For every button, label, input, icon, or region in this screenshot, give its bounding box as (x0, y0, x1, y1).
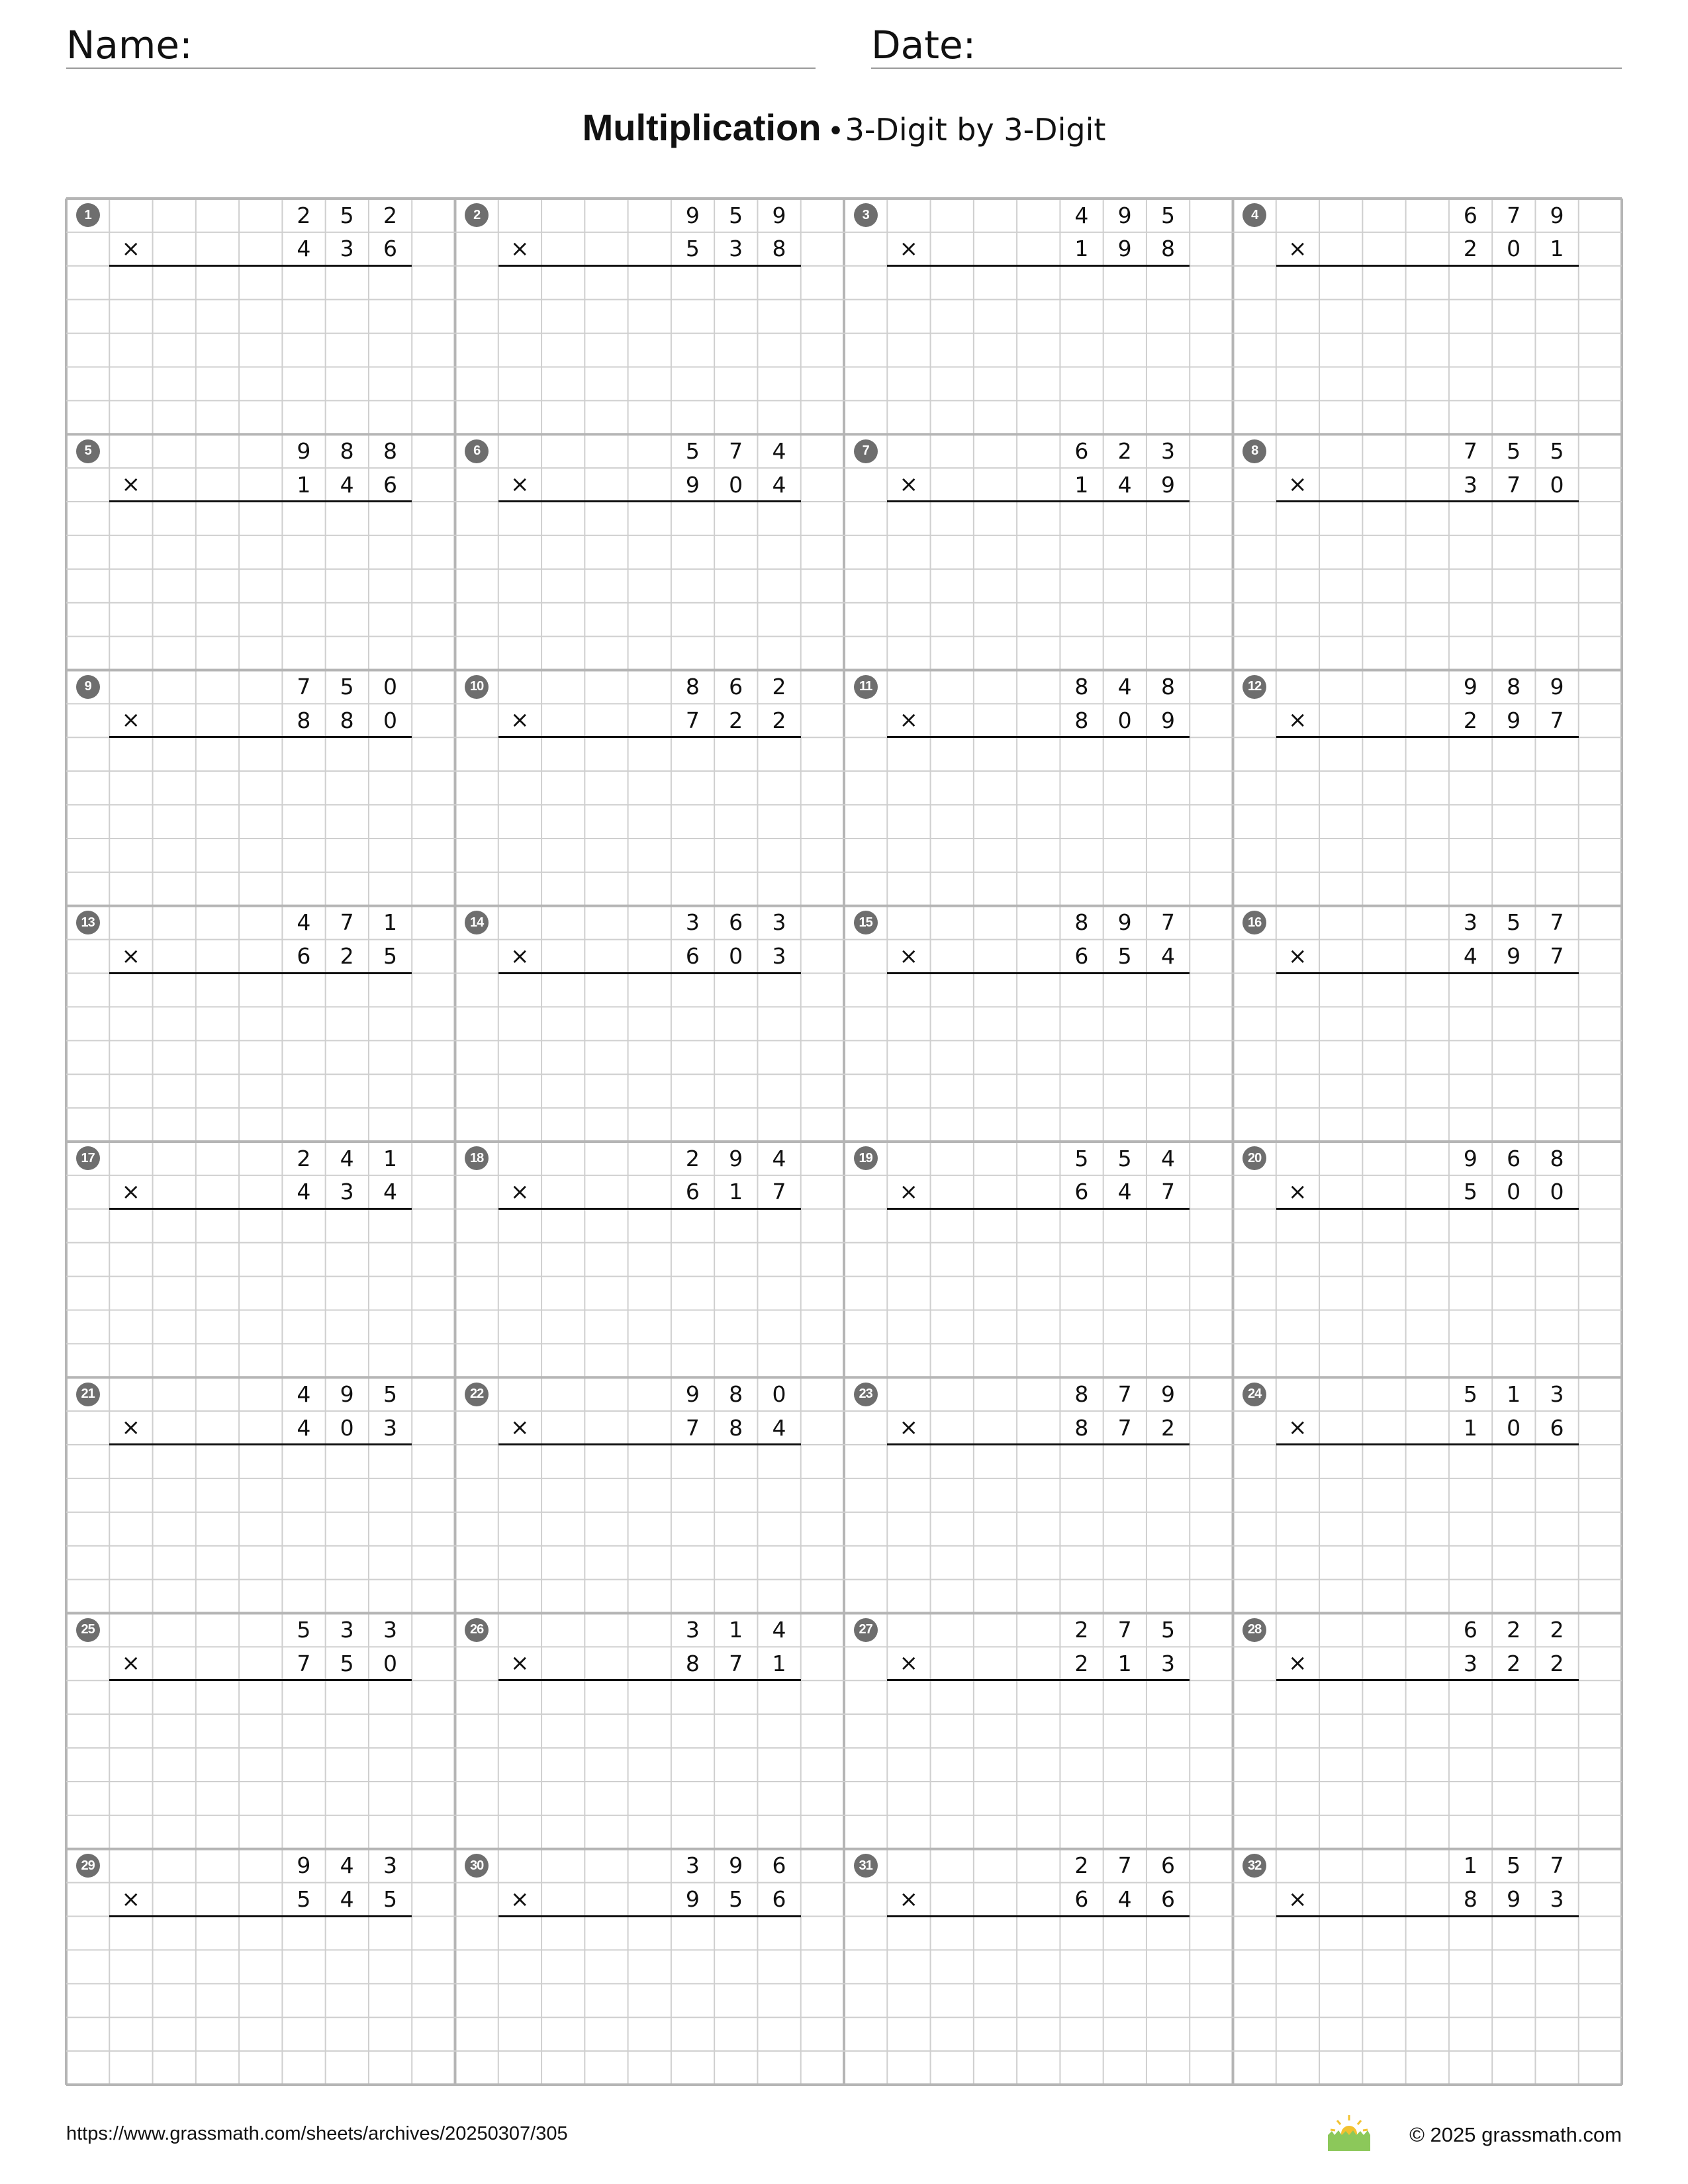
top-digit: 9 (297, 437, 311, 464)
bottom-digit: 1 (1117, 1650, 1132, 1676)
bottom-digit: 9 (685, 471, 700, 498)
bottom-digit: 8 (1463, 1886, 1477, 1913)
bottom-digit: 6 (383, 236, 397, 262)
answer-line (1276, 1208, 1579, 1210)
top-digit: 1 (1507, 1381, 1521, 1407)
top-digit: 5 (1117, 1145, 1132, 1171)
bottom-digit: 8 (729, 1414, 743, 1441)
bottom-digit: 9 (685, 1886, 700, 1913)
bottom-digit: 2 (1074, 1650, 1089, 1676)
top-digit: 7 (297, 674, 311, 700)
times-sign: × (1288, 1886, 1307, 1913)
top-digit: 7 (1550, 1852, 1564, 1879)
bottom-digit: 4 (340, 1886, 354, 1913)
bottom-digit: 7 (1550, 943, 1564, 970)
top-digit: 4 (1074, 202, 1089, 228)
bottom-digit: 9 (1160, 471, 1175, 498)
top-digit: 6 (1463, 1617, 1477, 1643)
times-sign: × (899, 707, 919, 734)
answer-line (498, 265, 801, 267)
top-digit: 9 (685, 202, 700, 228)
problem-number-badge: 30 (465, 1854, 489, 1878)
title-separator: • (830, 113, 841, 147)
top-digit: 9 (1463, 674, 1477, 700)
answer-line (109, 1679, 412, 1681)
footer-copyright: © 2025 grassmath.com (1409, 2123, 1622, 2146)
bottom-digit: 6 (772, 1886, 786, 1913)
bottom-digit: 0 (1550, 1179, 1564, 1205)
answer-line (887, 1443, 1190, 1445)
bottom-digit: 2 (1463, 236, 1477, 262)
top-digit: 4 (772, 1145, 786, 1171)
bottom-digit: 8 (685, 1650, 700, 1676)
times-sign: × (899, 1886, 919, 1913)
top-digit: 7 (1463, 437, 1477, 464)
top-digit: 2 (297, 202, 311, 228)
sun-over-grass-icon (1325, 2113, 1373, 2152)
top-digit: 7 (1160, 909, 1175, 936)
top-digit: 2 (772, 674, 786, 700)
top-digit: 5 (1074, 1145, 1089, 1171)
top-digit: 7 (1117, 1852, 1132, 1879)
bottom-digit: 2 (340, 943, 354, 970)
footer-url: https://www.grassmath.com/sheets/archives/20250307/305 (66, 2123, 568, 2144)
bottom-digit: 1 (297, 471, 311, 498)
times-sign: × (510, 942, 530, 970)
bottom-digit: 3 (1160, 1650, 1175, 1676)
top-digit: 4 (772, 1617, 786, 1643)
bottom-digit: 8 (772, 236, 786, 262)
bottom-digit: 1 (1550, 236, 1564, 262)
bottom-digit: 0 (383, 707, 397, 733)
problem-number-badge: 23 (854, 1383, 878, 1406)
bottom-digit: 6 (685, 943, 700, 970)
top-digit: 9 (1550, 202, 1564, 228)
top-digit: 5 (1463, 1381, 1477, 1407)
bottom-digit: 7 (1507, 471, 1521, 498)
bottom-digit: 9 (1507, 1886, 1521, 1913)
top-digit: 5 (1550, 437, 1564, 464)
top-digit: 5 (1160, 202, 1175, 228)
answer-line (498, 1443, 801, 1445)
top-digit: 8 (1160, 674, 1175, 700)
top-digit: 5 (1160, 1617, 1175, 1643)
top-digit: 5 (729, 202, 743, 228)
top-digit: 4 (1117, 674, 1132, 700)
bottom-digit: 4 (383, 1179, 397, 1205)
bottom-digit: 3 (772, 943, 786, 970)
problem-number-badge: 9 (76, 675, 100, 699)
top-digit: 1 (729, 1617, 743, 1643)
problem-number-badge: 32 (1243, 1854, 1266, 1878)
bottom-digit: 3 (1550, 1886, 1564, 1913)
bottom-digit: 0 (1507, 1179, 1521, 1205)
top-digit: 7 (340, 909, 354, 936)
answer-line (1276, 1443, 1579, 1445)
top-digit: 1 (383, 1145, 397, 1171)
bottom-digit: 7 (297, 1650, 311, 1676)
top-digit: 4 (772, 437, 786, 464)
problem-number-badge: 24 (1243, 1383, 1266, 1406)
bottom-digit: 2 (1507, 1650, 1521, 1676)
bottom-digit: 6 (1074, 1886, 1089, 1913)
top-digit: 8 (340, 437, 354, 464)
bottom-digit: 4 (772, 1414, 786, 1441)
top-digit: 4 (297, 909, 311, 936)
answer-line (109, 736, 412, 738)
problem-number-badge: 17 (76, 1146, 100, 1170)
times-sign: × (1288, 942, 1307, 970)
top-digit: 0 (772, 1381, 786, 1407)
bottom-digit: 4 (340, 471, 354, 498)
top-digit: 9 (685, 1381, 700, 1407)
bottom-digit: 8 (1074, 1414, 1089, 1441)
top-digit: 9 (1160, 1381, 1175, 1407)
problem-number-badge: 12 (1243, 675, 1266, 699)
top-digit: 5 (685, 437, 700, 464)
problem-number-badge: 3 (854, 203, 878, 227)
top-digit: 3 (383, 1617, 397, 1643)
bottom-digit: 4 (1117, 471, 1132, 498)
answer-line (109, 1443, 412, 1445)
top-digit: 9 (729, 1145, 743, 1171)
top-digit: 9 (340, 1381, 354, 1407)
bottom-digit: 2 (1550, 1650, 1564, 1676)
bottom-digit: 6 (1160, 1886, 1175, 1913)
times-sign: × (121, 1414, 141, 1441)
top-digit: 7 (1550, 909, 1564, 936)
top-digit: 7 (1507, 202, 1521, 228)
bottom-digit: 5 (1463, 1179, 1477, 1205)
top-digit: 6 (729, 909, 743, 936)
date-label: Date: (871, 23, 976, 68)
problem-number-badge: 1 (76, 203, 100, 227)
answer-line (1276, 972, 1579, 974)
top-digit: 2 (1550, 1617, 1564, 1643)
problem-number-badge: 20 (1243, 1146, 1266, 1170)
top-digit: 9 (1117, 909, 1132, 936)
times-sign: × (899, 1650, 919, 1677)
problem-number-badge: 19 (854, 1146, 878, 1170)
top-digit: 4 (340, 1852, 354, 1879)
times-sign: × (1288, 471, 1307, 498)
top-digit: 6 (1074, 437, 1089, 464)
times-sign: × (899, 471, 919, 498)
top-digit: 2 (1074, 1852, 1089, 1879)
bottom-digit: 3 (1463, 471, 1477, 498)
top-digit: 5 (340, 674, 354, 700)
answer-line (109, 1915, 412, 1917)
top-digit: 9 (1117, 202, 1132, 228)
bottom-digit: 7 (685, 1414, 700, 1441)
bottom-digit: 3 (1463, 1650, 1477, 1676)
problem-number-badge: 22 (465, 1383, 489, 1406)
bottom-digit: 8 (1160, 236, 1175, 262)
problem-number-badge: 10 (465, 675, 489, 699)
problem-number-badge: 4 (1243, 203, 1266, 227)
bottom-digit: 0 (1117, 707, 1132, 733)
bottom-digit: 6 (297, 943, 311, 970)
times-sign: × (899, 235, 919, 262)
problem-number-badge: 25 (76, 1618, 100, 1642)
answer-line (109, 265, 412, 267)
bottom-digit: 3 (340, 1179, 354, 1205)
top-digit: 3 (383, 1852, 397, 1879)
bottom-digit: 3 (729, 236, 743, 262)
times-sign: × (510, 1886, 530, 1913)
bottom-digit: 9 (1160, 707, 1175, 733)
times-sign: × (121, 235, 141, 262)
problem-number-badge: 5 (76, 439, 100, 463)
bottom-digit: 6 (1550, 1414, 1564, 1441)
top-digit: 9 (729, 1852, 743, 1879)
top-digit: 9 (297, 1852, 311, 1879)
bottom-digit: 0 (383, 1650, 397, 1676)
bottom-digit: 0 (340, 1414, 354, 1441)
top-digit: 8 (1074, 1381, 1089, 1407)
times-sign: × (510, 235, 530, 262)
problem-number-badge: 6 (465, 439, 489, 463)
answer-line (887, 736, 1190, 738)
bottom-digit: 4 (1117, 1886, 1132, 1913)
problem-number-badge: 7 (854, 439, 878, 463)
bottom-digit: 4 (772, 471, 786, 498)
top-digit: 9 (1550, 674, 1564, 700)
answer-line (887, 1679, 1190, 1681)
bottom-digit: 1 (1074, 236, 1089, 262)
bottom-digit: 4 (297, 1414, 311, 1441)
answer-line (1276, 1679, 1579, 1681)
bottom-digit: 1 (772, 1650, 786, 1676)
problem-number-badge: 21 (76, 1383, 100, 1406)
top-digit: 2 (297, 1145, 311, 1171)
bottom-digit: 0 (729, 471, 743, 498)
top-digit: 7 (729, 437, 743, 464)
answer-line (887, 972, 1190, 974)
answer-line (498, 1679, 801, 1681)
bottom-digit: 5 (729, 1886, 743, 1913)
top-digit: 0 (383, 674, 397, 700)
top-digit: 3 (1160, 437, 1175, 464)
top-digit: 9 (772, 202, 786, 228)
times-sign: × (510, 707, 530, 734)
top-digit: 5 (1507, 909, 1521, 936)
bottom-digit: 9 (1117, 236, 1132, 262)
problem-number-badge: 13 (76, 911, 100, 934)
top-digit: 8 (685, 674, 700, 700)
bottom-digit: 5 (297, 1886, 311, 1913)
top-digit: 5 (1507, 437, 1521, 464)
bottom-digit: 7 (772, 1179, 786, 1205)
bottom-digit: 3 (340, 236, 354, 262)
top-digit: 2 (1117, 437, 1132, 464)
bottom-digit: 9 (1507, 707, 1521, 733)
bottom-digit: 5 (383, 1886, 397, 1913)
bottom-digit: 5 (685, 236, 700, 262)
top-digit: 8 (1074, 909, 1089, 936)
problem-number-badge: 29 (76, 1854, 100, 1878)
bottom-digit: 0 (1507, 1414, 1521, 1441)
bottom-digit: 4 (297, 1179, 311, 1205)
problem-number-badge: 2 (465, 203, 489, 227)
name-label: Name: (66, 23, 193, 68)
bottom-digit: 5 (383, 943, 397, 970)
bottom-digit: 1 (729, 1179, 743, 1205)
bottom-digit: 0 (729, 943, 743, 970)
answer-line (1276, 736, 1579, 738)
top-digit: 8 (1507, 674, 1521, 700)
top-digit: 9 (1463, 1145, 1477, 1171)
problem-number-badge: 16 (1243, 911, 1266, 934)
top-digit: 3 (1550, 1381, 1564, 1407)
top-digit: 2 (1074, 1617, 1089, 1643)
times-sign: × (1288, 1414, 1307, 1441)
problem-number-badge: 8 (1243, 439, 1266, 463)
problem-number-badge: 31 (854, 1854, 878, 1878)
top-digit: 6 (1507, 1145, 1521, 1171)
bottom-digit: 7 (1160, 1179, 1175, 1205)
bottom-digit: 6 (685, 1179, 700, 1205)
answer-line (1276, 1915, 1579, 1917)
bottom-digit: 5 (340, 1650, 354, 1676)
bottom-digit: 6 (1074, 1179, 1089, 1205)
top-digit: 3 (1463, 909, 1477, 936)
answer-line (887, 1208, 1190, 1210)
answer-line (498, 972, 801, 974)
answer-line (109, 500, 412, 502)
bottom-digit: 2 (1160, 1414, 1175, 1441)
top-digit: 4 (297, 1381, 311, 1407)
bottom-digit: 7 (1550, 707, 1564, 733)
top-digit: 3 (772, 909, 786, 936)
times-sign: × (1288, 1650, 1307, 1677)
top-digit: 6 (1160, 1852, 1175, 1879)
top-digit: 5 (383, 1381, 397, 1407)
bottom-digit: 6 (1074, 943, 1089, 970)
times-sign: × (1288, 1178, 1307, 1205)
problem-number-badge: 11 (854, 675, 878, 699)
top-digit: 4 (340, 1145, 354, 1171)
bottom-digit: 8 (297, 707, 311, 733)
top-digit: 5 (297, 1617, 311, 1643)
times-sign: × (121, 1178, 141, 1205)
times-sign: × (899, 1414, 919, 1441)
answer-line (887, 1915, 1190, 1917)
bottom-digit: 6 (383, 471, 397, 498)
top-digit: 8 (1550, 1145, 1564, 1171)
times-sign: × (121, 1886, 141, 1913)
problem-number-badge: 27 (854, 1618, 878, 1642)
times-sign: × (121, 1650, 141, 1677)
top-digit: 3 (685, 909, 700, 936)
top-digit: 2 (1507, 1617, 1521, 1643)
bottom-digit: 0 (1507, 236, 1521, 262)
times-sign: × (510, 1414, 530, 1441)
answer-line (109, 1208, 412, 1210)
title-subtitle: 3-Digit by 3-Digit (845, 112, 1106, 148)
top-digit: 8 (1074, 674, 1089, 700)
bottom-digit: 2 (772, 707, 786, 733)
top-digit: 2 (383, 202, 397, 228)
times-sign: × (899, 942, 919, 970)
answer-line (1276, 500, 1579, 502)
top-digit: 5 (1507, 1852, 1521, 1879)
top-digit: 5 (340, 202, 354, 228)
top-digit: 3 (685, 1852, 700, 1879)
answer-line (109, 972, 412, 974)
top-digit: 8 (383, 437, 397, 464)
times-sign: × (510, 1650, 530, 1677)
bottom-digit: 5 (1117, 943, 1132, 970)
problem-number-badge: 18 (465, 1146, 489, 1170)
top-digit: 2 (685, 1145, 700, 1171)
answer-line (498, 500, 801, 502)
times-sign: × (510, 471, 530, 498)
top-digit: 7 (1117, 1381, 1132, 1407)
top-digit: 8 (729, 1381, 743, 1407)
bottom-digit: 7 (1117, 1414, 1132, 1441)
times-sign: × (1288, 235, 1307, 262)
top-digit: 6 (729, 674, 743, 700)
top-digit: 3 (340, 1617, 354, 1643)
times-sign: × (121, 707, 141, 734)
top-digit: 7 (1117, 1617, 1132, 1643)
top-digit: 3 (685, 1617, 700, 1643)
bottom-digit: 1 (1463, 1414, 1477, 1441)
top-digit: 6 (1463, 202, 1477, 228)
bottom-digit: 4 (1463, 943, 1477, 970)
top-digit: 1 (1463, 1852, 1477, 1879)
times-sign: × (1288, 707, 1307, 734)
top-digit: 6 (772, 1852, 786, 1879)
bottom-digit: 4 (1117, 1179, 1132, 1205)
times-sign: × (899, 1178, 919, 1205)
answer-line (498, 1208, 801, 1210)
bottom-digit: 4 (297, 236, 311, 262)
problem-number-badge: 28 (1243, 1618, 1266, 1642)
bottom-digit: 9 (1507, 943, 1521, 970)
answer-line (498, 1915, 801, 1917)
title-main: Multiplication (582, 107, 821, 148)
bottom-digit: 3 (383, 1414, 397, 1441)
bottom-digit: 2 (729, 707, 743, 733)
times-sign: × (121, 471, 141, 498)
answer-line (887, 500, 1190, 502)
times-sign: × (510, 1178, 530, 1205)
answer-line (887, 265, 1190, 267)
bottom-digit: 7 (729, 1650, 743, 1676)
bottom-digit: 8 (340, 707, 354, 733)
answer-line (1276, 265, 1579, 267)
problem-number-badge: 15 (854, 911, 878, 934)
bottom-digit: 0 (1550, 471, 1564, 498)
times-sign: × (121, 942, 141, 970)
problem-number-badge: 14 (465, 911, 489, 934)
top-digit: 4 (1160, 1145, 1175, 1171)
top-digit: 1 (383, 909, 397, 936)
problem-number-badge: 26 (465, 1618, 489, 1642)
bottom-digit: 1 (1074, 471, 1089, 498)
answer-line (498, 736, 801, 738)
bottom-digit: 2 (1463, 707, 1477, 733)
bottom-digit: 7 (685, 707, 700, 733)
bottom-digit: 4 (1160, 943, 1175, 970)
bottom-digit: 8 (1074, 707, 1089, 733)
